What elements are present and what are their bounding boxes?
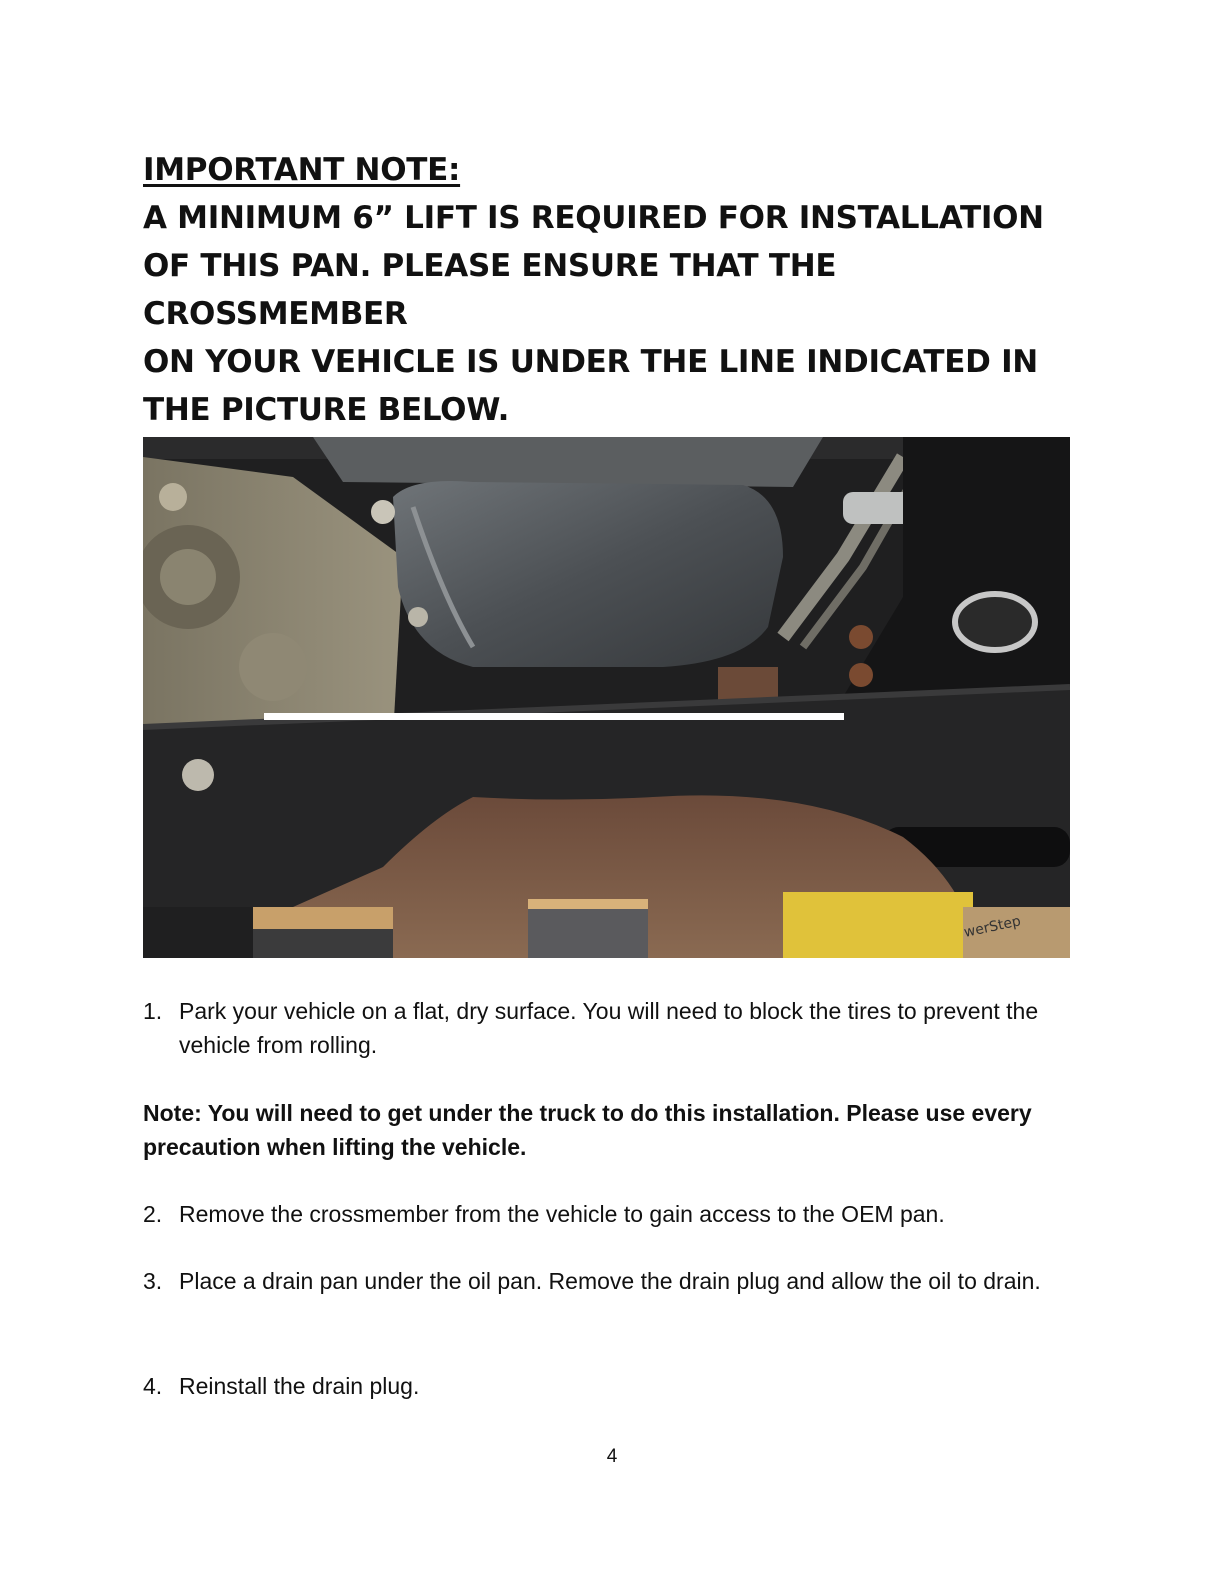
- step-text: Place a drain pan under the oil pan. Remove the drain plug and allow the oil to drain.: [179, 1268, 1041, 1294]
- page-number: 4: [606, 1446, 618, 1467]
- heading-line: ON YOUR VEHICLE IS UNDER THE LINE INDICATED IN: [143, 344, 1038, 380]
- step-number: 2.: [143, 1201, 163, 1227]
- step-4: [143, 1369, 1073, 1403]
- safety-note: Note: You will need to get under the truck to do this installation. Please use every precaution when lifting the vehicle.: [143, 1100, 1032, 1160]
- lift-indicator-line: [264, 713, 844, 720]
- step-text: Reinstall the drain plug.: [179, 1373, 420, 1399]
- heading-line: A MINIMUM 6” LIFT IS REQUIRED FOR INSTALLATION: [143, 200, 1044, 236]
- crossmember-photo: [143, 437, 1070, 958]
- step-3: [143, 1264, 1073, 1298]
- photo-overlay-text: werStep: [962, 913, 1023, 941]
- step-number: 3.: [143, 1268, 163, 1294]
- important-note-title: IMPORTANT NOTE:: [143, 152, 461, 188]
- step-number: 4.: [143, 1373, 163, 1399]
- step-number: 1.: [143, 998, 163, 1024]
- step-text: Remove the crossmember from the vehicle to gain access to the OEM pan.: [179, 1201, 945, 1227]
- important-note-heading: [143, 146, 1103, 434]
- step-2: [143, 1197, 1073, 1231]
- step-1: [143, 994, 1073, 1062]
- heading-line: THE PICTURE BELOW.: [143, 392, 510, 428]
- heading-line: OF THIS PAN. PLEASE ENSURE THAT THE CROSSMEMBER: [143, 248, 837, 332]
- step-text: Park your vehicle on a flat, dry surface. You will need to block the tires to prevent the vehicle from rolling.: [179, 998, 1039, 1058]
